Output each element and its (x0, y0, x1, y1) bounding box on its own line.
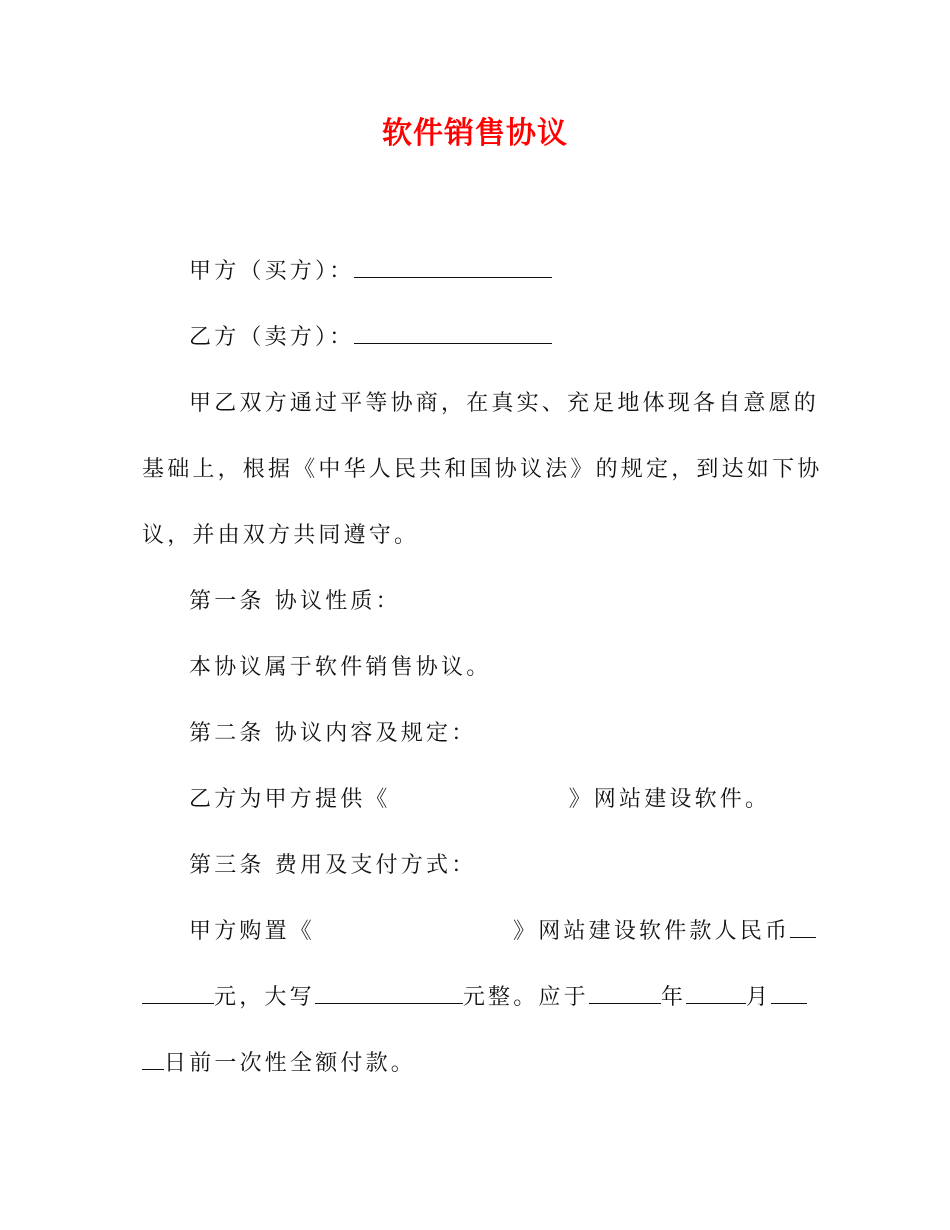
party-a-label: 甲方（买方）： (189, 259, 355, 284)
amount-in-words-blank (315, 983, 463, 1004)
yuan-label: 元，大写 (214, 985, 315, 1010)
article-2-text-pre: 乙方为甲方提供《 (189, 787, 391, 812)
party-b-blank (354, 323, 552, 344)
article-3-line-1-post: 》网站建设软件款人民币 (513, 919, 791, 944)
month-label: 月 (746, 985, 772, 1010)
party-a-line (189, 255, 869, 289)
year-blank (589, 983, 661, 1004)
day-blank-start (771, 983, 807, 1004)
party-b-label: 乙方（卖方）： (189, 325, 355, 350)
party-a-blank (354, 257, 552, 278)
document-title: 软件销售协议 (382, 116, 568, 151)
month-blank (686, 983, 746, 1004)
amount-blank-start (790, 917, 816, 938)
article-2-text (189, 783, 869, 817)
article-3-line-2 (142, 981, 822, 1015)
article-2-heading: 第二条 协议内容及规定： (189, 721, 477, 746)
article-3-line-3 (142, 1047, 822, 1081)
intro-line-1: 甲乙双方通过平等协商，在真实、充足地体现各自意愿的 (189, 391, 820, 416)
day-blank-end (142, 1049, 164, 1070)
year-label: 年 (660, 985, 687, 1010)
article-3-line-3-text: 日前一次性全额付款。 (164, 1051, 417, 1076)
article-3-heading: 第三条 费用及支付方式： (189, 853, 477, 878)
zheng-label: 元整。应于 (462, 985, 589, 1010)
article-1-heading: 第一条 协议性质： (189, 589, 401, 614)
party-b-line (189, 321, 869, 355)
article-2-text-post: 》网站建设软件。 (568, 787, 771, 812)
article-3-line-1-pre: 甲方购置《 (189, 919, 316, 944)
article-1-text: 本协议属于软件销售协议。 (189, 655, 492, 680)
intro-line-3: 议，并由双方共同遵守。 (142, 523, 420, 548)
amount-blank-end (142, 983, 214, 1004)
article-3-line-1 (189, 915, 869, 949)
intro-line-2: 基础上，根据《中华人民共和国协议法》的规定，到达如下协 (142, 457, 823, 482)
